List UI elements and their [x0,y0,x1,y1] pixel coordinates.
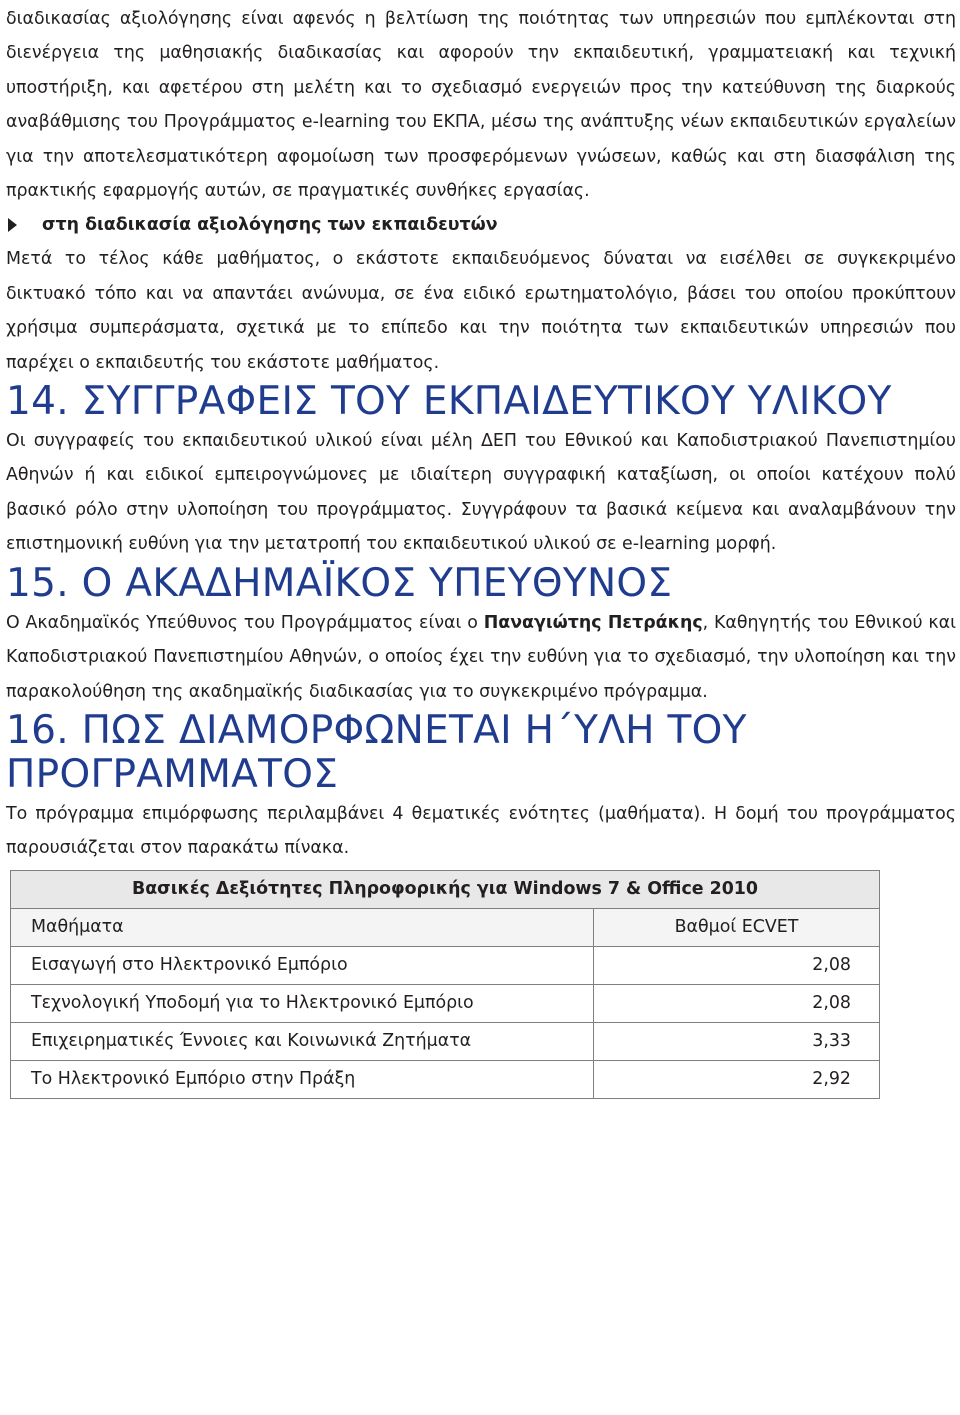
section-16-heading [6,709,956,797]
courses-table [10,870,880,1099]
table-row [11,1022,880,1060]
table-header-row [11,908,880,946]
table-row [11,984,880,1022]
course-ecvet: 2,92 [594,1060,880,1098]
section-14-number: 14. [6,379,69,425]
section-15-text-after: , Καθηγητής του Εθνικού και Καποδιστριακού Πανεπιστημίου Αθηνών, ο οποίος έχει την ευθύνη για το σχεδιασμό, την υλοποίηση και την παρακολούθηση της ακαδημαϊκής διαδικασίας για το συγκεκριμένο πρόγραμμα. [6,612,956,702]
triangle-bullet-icon [8,218,17,232]
table-caption-row [11,870,880,908]
section-15-heading [6,562,956,606]
header-ecvet: Βαθμοί ECVET [594,908,880,946]
course-name: Εισαγωγή στο Ηλεκτρονικό Εμπόριο [11,946,594,984]
course-ecvet: 2,08 [594,984,880,1022]
course-ecvet: 2,08 [594,946,880,984]
section-15-title: Ο ΑΚΑΔΗΜΑΪΚΟΣ ΥΠΕΥΘΥΝΟΣ [81,560,673,606]
academic-lead-name: Παναγιώτης Πετράκης [483,612,703,633]
section-16-number: 16. [6,707,69,753]
table-row [11,946,880,984]
header-courses: Μαθήματα [11,908,594,946]
section-15-text-before: Ο Ακαδημαϊκός Υπεύθυνος του Προγράμματος είναι ο [6,612,484,633]
section-15-number: 15. [6,560,69,606]
bullet-paragraph: Μετά το τέλος κάθε μαθήματος, ο εκάστοτε εκπαιδευόμενος δύναται να εισέλθει σε συγκεκριμένο δικτυακό τόπο και να απαντάει ανώνυμα, σε ένα ειδικό ερωτηματολόγιο, βάσει του οποίου προκύπτουν χρήσιμα συμπεράσματα, σχετικά με το επίπεδο και την ποιότητα των εκπαιδευτικών υπηρεσιών που παρέχει ο εκπαιδευτής του εκάστοτε μαθήματος. [6,249,956,373]
course-name: Επιχειρηματικές Έννοιες και Κοινωνικά Ζητήματα [11,1022,594,1060]
intro-paragraph: διαδικασίας αξιολόγησης είναι αφενός η βελτίωση της ποιότητας των υπηρεσιών που εμπλέκονται στη διενέργεια της μαθησιακής διαδικασίας και αφορούν την εκπαιδευτική, γραμματειακή και τεχνική υποστήριξη, και αφετέρου στη μελέτη και το σχεδιασμό ενεργειών προς την κατεύθυνση της διαρκούς αναβάθμισης του Προγράμματος e-learning του ΕΚΠΑ, μέσω της ανάπτυξης νέων εκπαιδευτικών εργαλείων για την αποτελεσματικότερη αφομοίωση των προσφερόμενων γνώσεων, καθώς και στη διασφάλιση της πρακτικής εφαρμογής αυτών, σε πραγματικές συνθήκες εργασίας. [6,9,956,202]
table-caption: Βασικές Δεξιότητες Πληροφορικής για Windows 7 & Office 2010 [11,870,880,908]
section-16-title-line1: ΠΩΣ ΔΙΑΜΟΡΦΩΝΕΤΑΙ Η΄ΥΛΗ ΤΟΥ [81,707,747,753]
section-16-paragraph: Το πρόγραμμα επιμόρφωσης περιλαμβάνει 4 θεματικές ενότητες (μαθήματα). Η δομή του προγράμματος παρουσιάζεται στον παρακάτω πίνακα. [6,803,956,859]
section-14-title: ΣΥΓΓΡΑΦΕΙΣ ΤΟΥ ΕΚΠΑΙΔΕΥΤΙΚΟΥ ΥΛΙΚΟΥ [81,379,892,425]
table-row [11,1060,880,1098]
bullet-heading [6,208,956,242]
course-name: Τεχνολογική Υποδομή για το Ηλεκτρονικό Εμπόριο [11,984,594,1022]
section-16-title-line2: ΠΡΟΓΡΑΜΜΑΤΟΣ [6,751,339,797]
section-15-paragraph [6,606,956,709]
section-14-paragraph: Οι συγγραφείς του εκπαιδευτικού υλικού είναι μέλη ΔΕΠ του Εθνικού και Καποδιστριακού Πανεπιστημίου Αθηνών ή και ειδικοί εμπειρογνώμονες με ιδιαίτερη συγγραφική καταξίωση, οι οποίοι κατέχουν πολύ βασικό ρόλο στην υλοποίηση του προγράμματος. Συγγράφουν τα βασικά κείμενα και αναλαμβάνουν την επιστημονική ευθύνη για την μετατροπή του εκπαιδευτικού υλικού σε e-learning μορφή. [6,431,956,555]
course-name: Το Ηλεκτρονικό Εμπόριο στην Πράξη [11,1060,594,1098]
section-14-heading [6,380,956,424]
course-ecvet: 3,33 [594,1022,880,1060]
bullet-heading-text: στη διαδικασία αξιολόγησης των εκπαιδευτών [42,215,498,236]
